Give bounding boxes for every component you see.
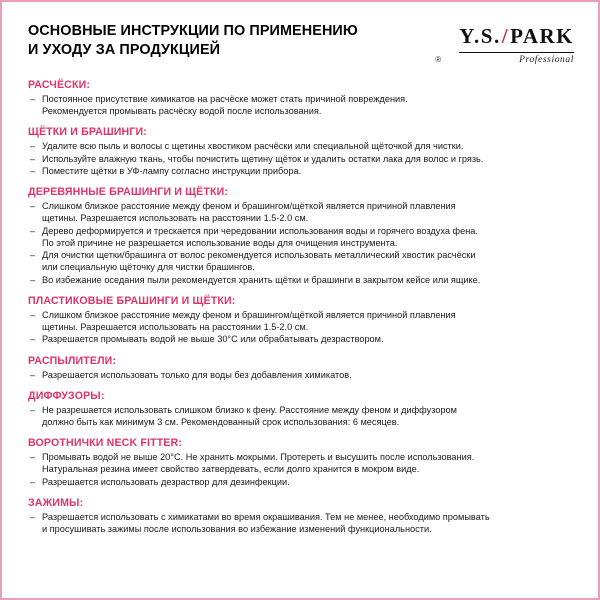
instruction-item: [28, 140, 580, 152]
instruction-item: [28, 225, 580, 237]
instruction-text: должно быть как минимум 3 см. Рекомендованный срок использования: 6 месяцев.: [42, 416, 400, 427]
instruction-item: [28, 451, 580, 463]
instruction-item: [28, 416, 580, 428]
instruction-section: [28, 79, 580, 117]
instruction-section: [28, 497, 580, 535]
brand-name-part1: Y.S.: [459, 24, 501, 48]
section-heading: РАСПЫЛИТЕЛИ:: [28, 354, 117, 367]
instruction-text: Разрешается промывать водой не выше 30°С или обрабатывать дезраствором.: [42, 334, 384, 345]
brand-name-part2: PARK: [510, 24, 574, 48]
instruction-item: [28, 404, 580, 416]
bullet-dash-icon: –: [30, 94, 36, 104]
page-title-line2: И УХОДУ ЗА ПРОДУКЦИЕЙ: [28, 42, 221, 59]
instruction-item: [28, 261, 580, 273]
section-heading: ЩЁТКИ И БРАШИНГИ:: [28, 126, 147, 139]
instruction-item: [28, 463, 580, 475]
bullet-dash-icon: –: [30, 250, 36, 261]
instruction-text: Для очистки щетки/брашинга от волос рекомендуется использовать металлический хвостик расчёски: [42, 250, 476, 261]
bullet-dash-icon: –: [30, 369, 36, 380]
instruction-text: Разрешается использовать с химикатами во время окрашивания. Тем не менее, необходимо промывать: [42, 511, 490, 522]
instruction-item: [28, 321, 580, 333]
brand-name: [459, 24, 574, 49]
instruction-item: [28, 511, 580, 523]
brand-separator: /: [501, 24, 510, 48]
instruction-item: [28, 333, 580, 345]
bullet-dash-icon: –: [30, 476, 36, 487]
instruction-section: [28, 295, 580, 346]
instruction-section: [28, 390, 580, 428]
document-body: [2, 2, 598, 598]
document-header: [28, 22, 580, 65]
brand-subtitle: Professional: [519, 55, 574, 65]
instruction-item: [28, 153, 580, 165]
instruction-text: Слишком близкое расстояние между феном и брашингом/щёткой является причиной плавления: [42, 201, 456, 212]
instruction-item: [28, 476, 580, 488]
registered-mark-icon: ®: [435, 55, 442, 64]
instruction-text: Используйте влажную ткань, чтобы почистить щетину щёток и удалить остатки лака для волос и грязь.: [42, 153, 484, 164]
instruction-text: По этой причине не разрешается использование воды для очищения инструмента.: [42, 237, 398, 248]
brand-logo: [435, 22, 580, 65]
instruction-item: [28, 309, 580, 321]
instruction-item: [28, 369, 580, 381]
instructions-list: [28, 79, 580, 535]
instruction-section: [28, 355, 580, 381]
section-heading: ВОРОТНИЧКИ NECK FITTER:: [28, 437, 183, 450]
instruction-text: и просушивать зажимы после использования во избежание изменений функциональности.: [42, 524, 432, 535]
instruction-text: щетины. Разрешается использовать на расстоянии 1.5-2.0 см.: [42, 213, 309, 224]
instruction-item: [28, 105, 580, 117]
bullet-dash-icon: –: [30, 165, 36, 176]
section-heading: ПЛАСТИКОВЫЕ БРАШИНГИ И ЩЁТКИ:: [28, 294, 236, 307]
brand-divider: [459, 52, 574, 53]
bullet-dash-icon: –: [30, 274, 36, 285]
page-title-line1: ОСНОВНЫЕ ИНСТРУКЦИИ ПО ПРИМЕНЕНИЮ: [28, 23, 358, 39]
instruction-section: [28, 186, 580, 286]
section-heading: ДИФФУЗОРЫ:: [28, 389, 105, 402]
bullet-dash-icon: –: [30, 225, 36, 236]
bullet-dash-icon: –: [30, 141, 36, 152]
instruction-item: [28, 200, 580, 212]
instruction-text: Дерево деформируется и трескается при чередовании использования воды и горячего воздуха фена.: [42, 225, 478, 236]
instruction-section: [28, 126, 580, 177]
instruction-text: Слишком близкое расстояние между феном и брашингом/щёткой является причиной плавления: [42, 309, 456, 320]
bullet-dash-icon: –: [30, 452, 36, 463]
bullet-dash-icon: –: [30, 511, 36, 522]
section-heading: ЗАЖИМЫ:: [28, 496, 84, 509]
instruction-text: Постоянное присутствие химикатов на расчёске может стать причиной повреждения.: [42, 94, 408, 104]
instruction-text: Поместите щётки в УФ-лампу согласно инструкции прибора.: [42, 165, 302, 176]
instruction-text: Натуральная резина имеет свойство затвердевать, если долго хранится в мокром виде.: [42, 464, 420, 475]
instruction-item: [28, 523, 580, 535]
instruction-item: [28, 93, 580, 105]
instruction-item: [28, 249, 580, 261]
instruction-item: [28, 237, 580, 249]
bullet-dash-icon: –: [30, 153, 36, 164]
instruction-text: Во избежание оседания пыли рекомендуется хранить щётки и брашинги в закрытом кейсе или ящике.: [42, 274, 481, 285]
instruction-text: Не разрешается использовать слишком близко к фену. Расстояние между феном и диффузором: [42, 404, 457, 415]
instruction-text: Разрешается использовать только для воды без добавления химикатов.: [42, 369, 352, 380]
instruction-item: [28, 212, 580, 224]
section-heading: РАСЧЁСКИ:: [28, 79, 91, 91]
instruction-item: [28, 274, 580, 286]
page-title: [28, 22, 358, 61]
bullet-dash-icon: –: [30, 334, 36, 345]
instruction-section: [28, 437, 580, 488]
bullet-dash-icon: –: [30, 404, 36, 415]
instruction-text: Разрешается использовать дезраствор для дезинфекции.: [42, 476, 290, 487]
instruction-text: Промывать водой не выше 20°С. Не хранить мокрыми. Протереть и высушить после использования.: [42, 452, 475, 463]
instruction-item: [28, 165, 580, 177]
bullet-dash-icon: –: [30, 201, 36, 212]
instruction-text: Рекомендуется промывать расчёску водой после использования.: [42, 106, 322, 117]
instruction-text: Удалите всю пыль и волосы с щетины хвостиком расчёски или специальной щёточкой для чистки.: [42, 141, 464, 152]
instruction-text: щетины. Разрешается использовать на расстоянии 1.5-2.0 см.: [42, 322, 309, 333]
instruction-text: или специальную щёточку для чистки брашингов.: [42, 262, 255, 273]
section-heading: ДЕРЕВЯННЫЕ БРАШИНГИ И ЩЁТКИ:: [28, 186, 229, 199]
bullet-dash-icon: –: [30, 309, 36, 320]
